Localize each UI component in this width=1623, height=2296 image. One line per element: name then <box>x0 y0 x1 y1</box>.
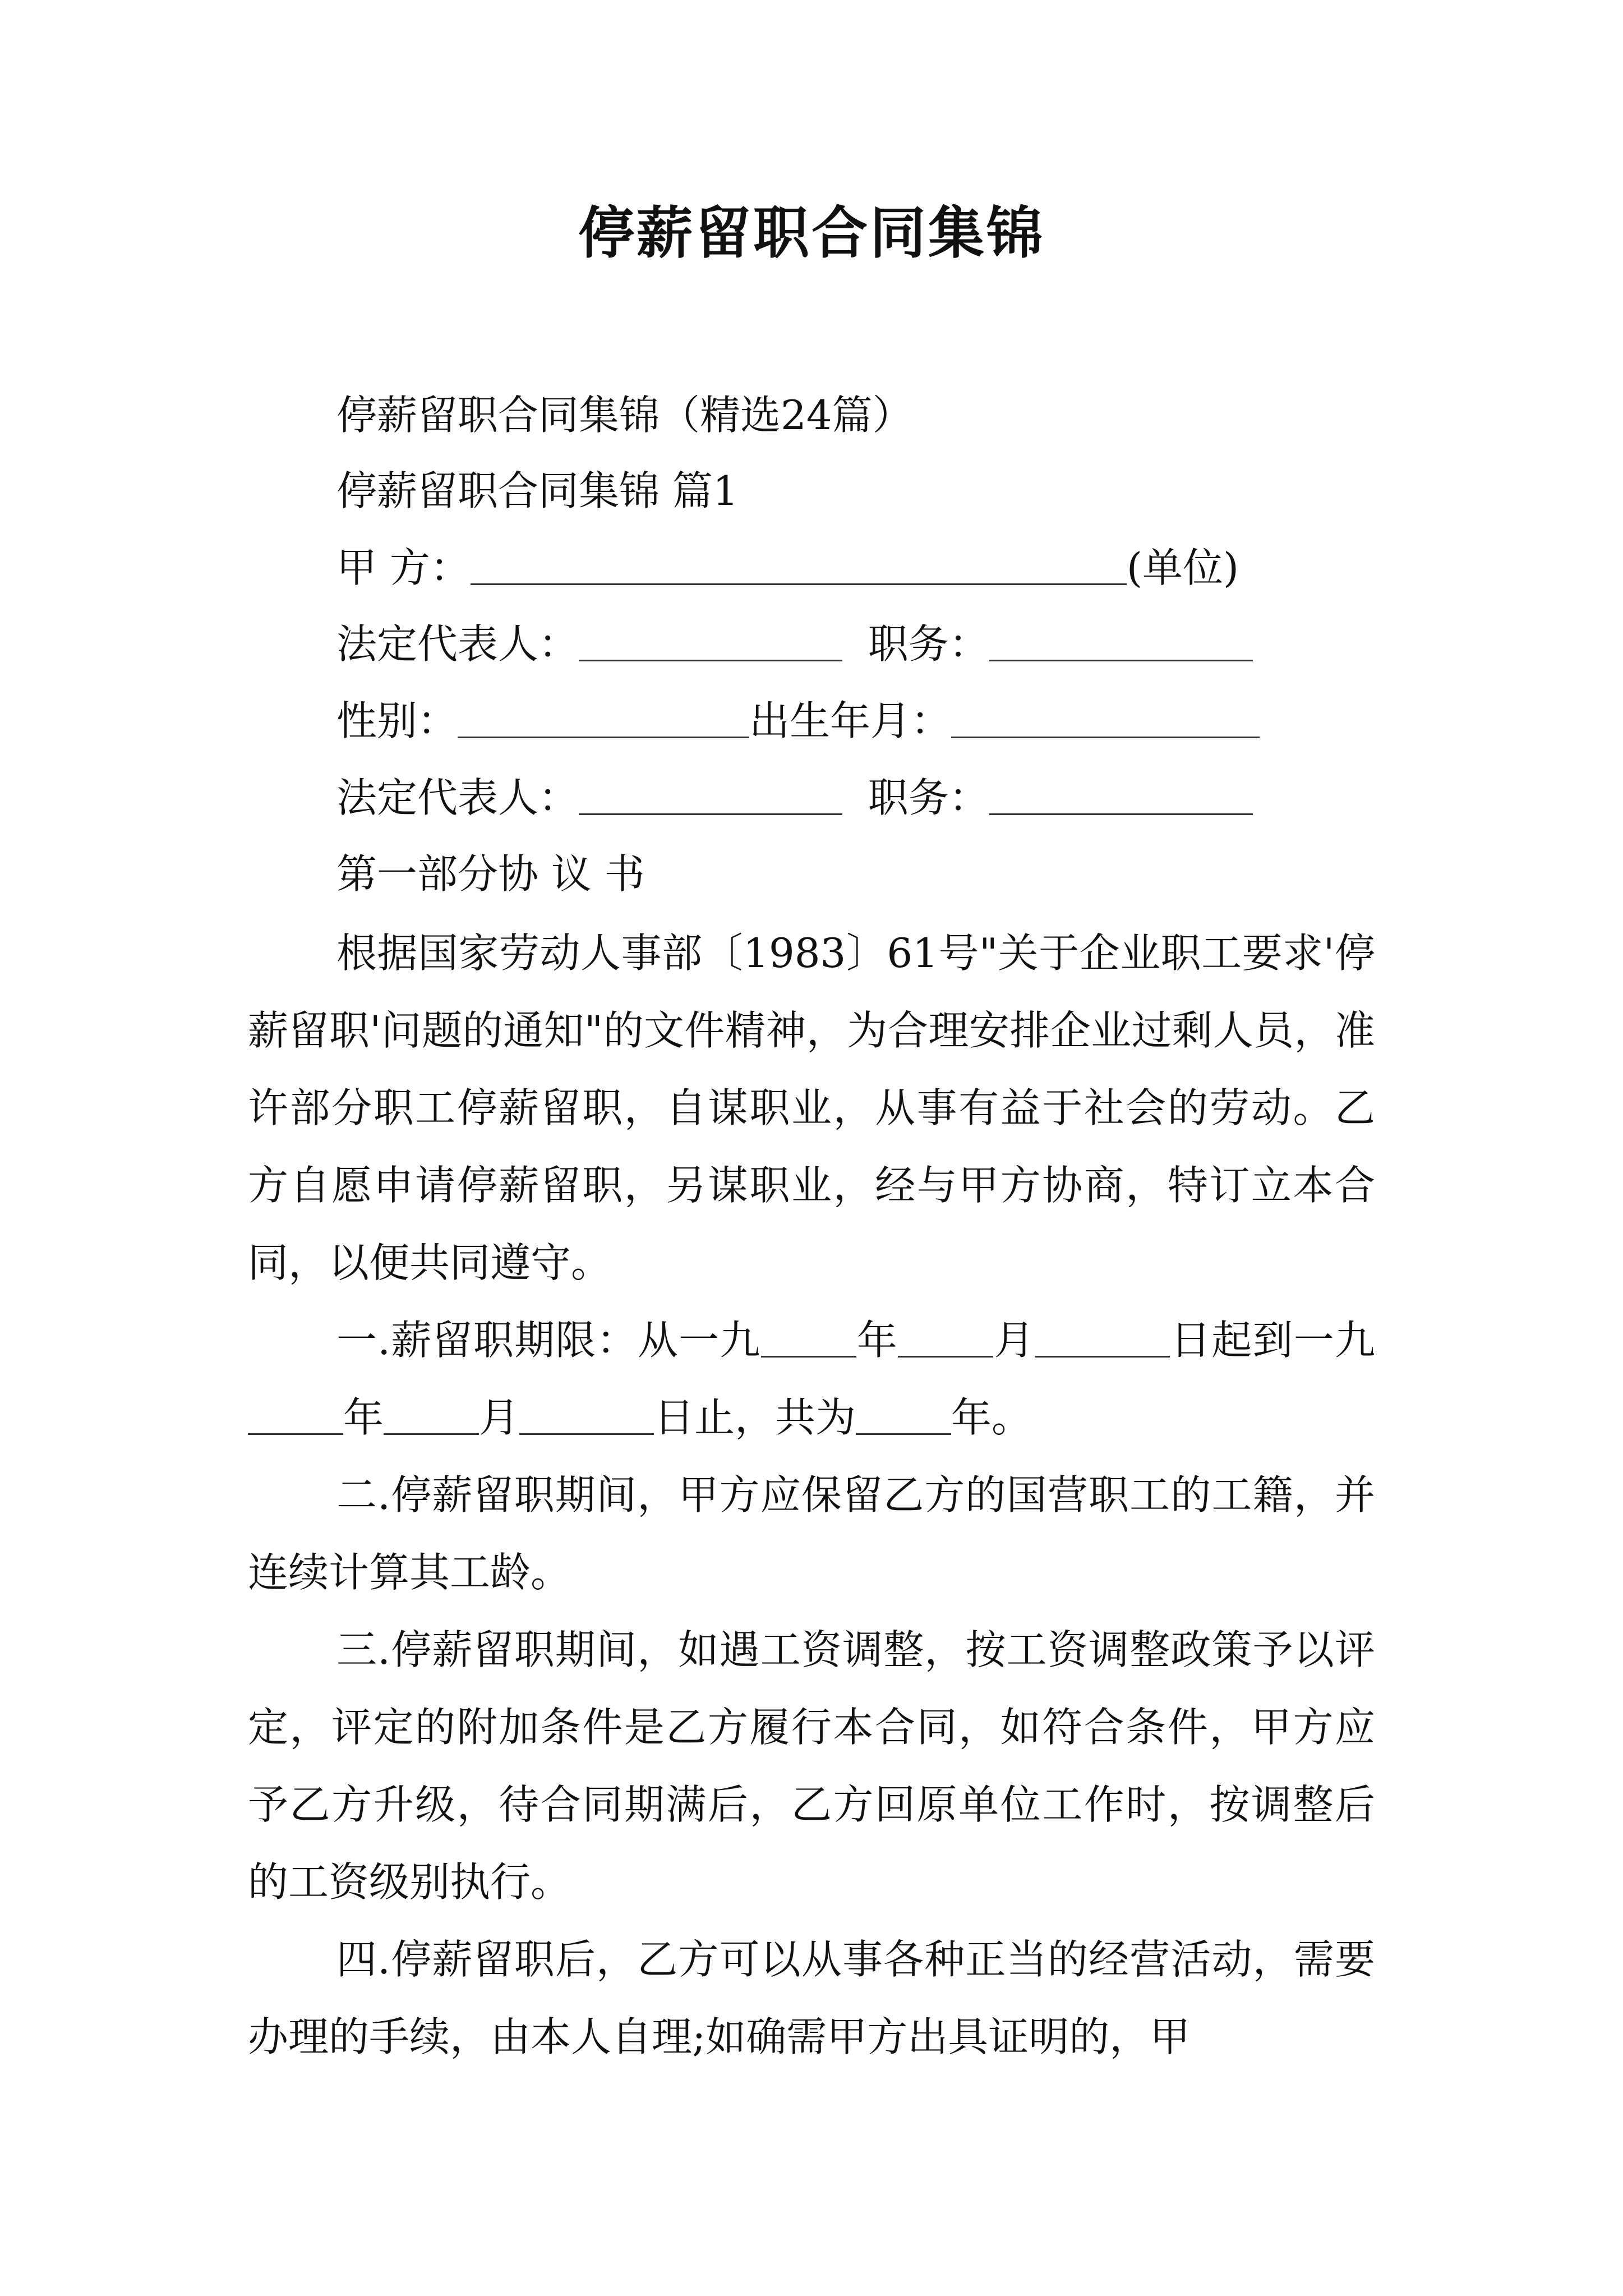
part-heading: 第一部分协 议 书 <box>336 850 645 898</box>
clause-1-text-3: 月 <box>993 1317 1035 1364</box>
clause-1-text-4: 日起到一九 <box>1169 1317 1375 1364</box>
intro-paragraph: 根据国家劳动人事部〔1983〕61号"关于企业职工要求'停薪留职'问题的通知"的文件精神，为合理安排企业过剩人员，准许部分职工停薪留职，自谋职业，从事有益于社会的劳动。乙方自愿申请停薪留职，另谋职业，经与甲方协商，特订立本合同，以便共同遵守。 <box>248 930 1375 1286</box>
clause-1-blank-5 <box>384 1395 479 1435</box>
document-subtitle: 停薪留职合同集锦（精选24篇） <box>336 392 913 439</box>
clause-1-blank-1 <box>761 1318 856 1358</box>
legal-rep-line <box>336 616 1253 672</box>
party-a-line <box>336 540 1239 596</box>
legal-rep-blank-2 <box>579 775 842 815</box>
clause-1-blank-3 <box>1035 1318 1170 1358</box>
party-a-label: 甲 方： <box>336 544 471 591</box>
clause-1-blank-2 <box>898 1318 993 1358</box>
clause-4: 四.停薪留职后，乙方可以从事各种正当的经营活动，需要办理的手续，由本人自理;如确需甲方出具证明的，甲 <box>248 1936 1375 2060</box>
clause-1-text-2: 年 <box>856 1317 898 1364</box>
clause-1-blank-7 <box>856 1395 951 1435</box>
party-a-suffix: (单位) <box>1126 544 1239 591</box>
clause-2: 二.停薪留职期间，甲方应保留乙方的国营职工的工籍，并连续计算其工龄。 <box>248 1471 1375 1596</box>
legal-rep-blank <box>579 622 842 661</box>
legal-rep-label: 法定代表人： <box>336 620 579 668</box>
section-heading: 停薪留职合同集锦 篇1 <box>336 467 739 514</box>
clause-1-text-5: 年 <box>343 1394 384 1441</box>
gender-label: 性别： <box>336 697 458 744</box>
clause-1 <box>248 1301 1375 1456</box>
clause-1-text-6: 月 <box>479 1394 520 1441</box>
gender-blank <box>458 698 749 738</box>
gender-birth-line <box>336 693 1260 749</box>
clause-1-text-1: 一.薪留职期限：从一九 <box>336 1317 761 1364</box>
position-blank <box>989 622 1253 661</box>
position-label-2: 职务： <box>868 774 989 821</box>
position-blank-2 <box>989 775 1253 815</box>
document-title: 停薪留职合同集锦 <box>578 200 1045 266</box>
clause-3: 三.停薪留职期间，如遇工资调整，按工资调整政策予以评定，评定的附加条件是乙方履行本合同，如符合条件，甲方应予乙方升级，待合同期满后，乙方回原单位工作时，按调整后的工资级别执行。 <box>248 1626 1375 1906</box>
clause-1-blank-4 <box>248 1395 343 1435</box>
clause-1-blank-6 <box>519 1395 654 1435</box>
birth-blank <box>951 698 1260 738</box>
clause-1-text-7: 日止，共为 <box>654 1394 856 1441</box>
party-a-blank <box>471 545 1127 585</box>
legal-rep-line-2 <box>336 770 1253 826</box>
clause-1-text-8: 年。 <box>951 1394 1032 1441</box>
position-label: 职务： <box>868 620 989 668</box>
birth-label: 出生年月： <box>749 697 952 744</box>
legal-rep-label-2: 法定代表人： <box>336 774 579 821</box>
